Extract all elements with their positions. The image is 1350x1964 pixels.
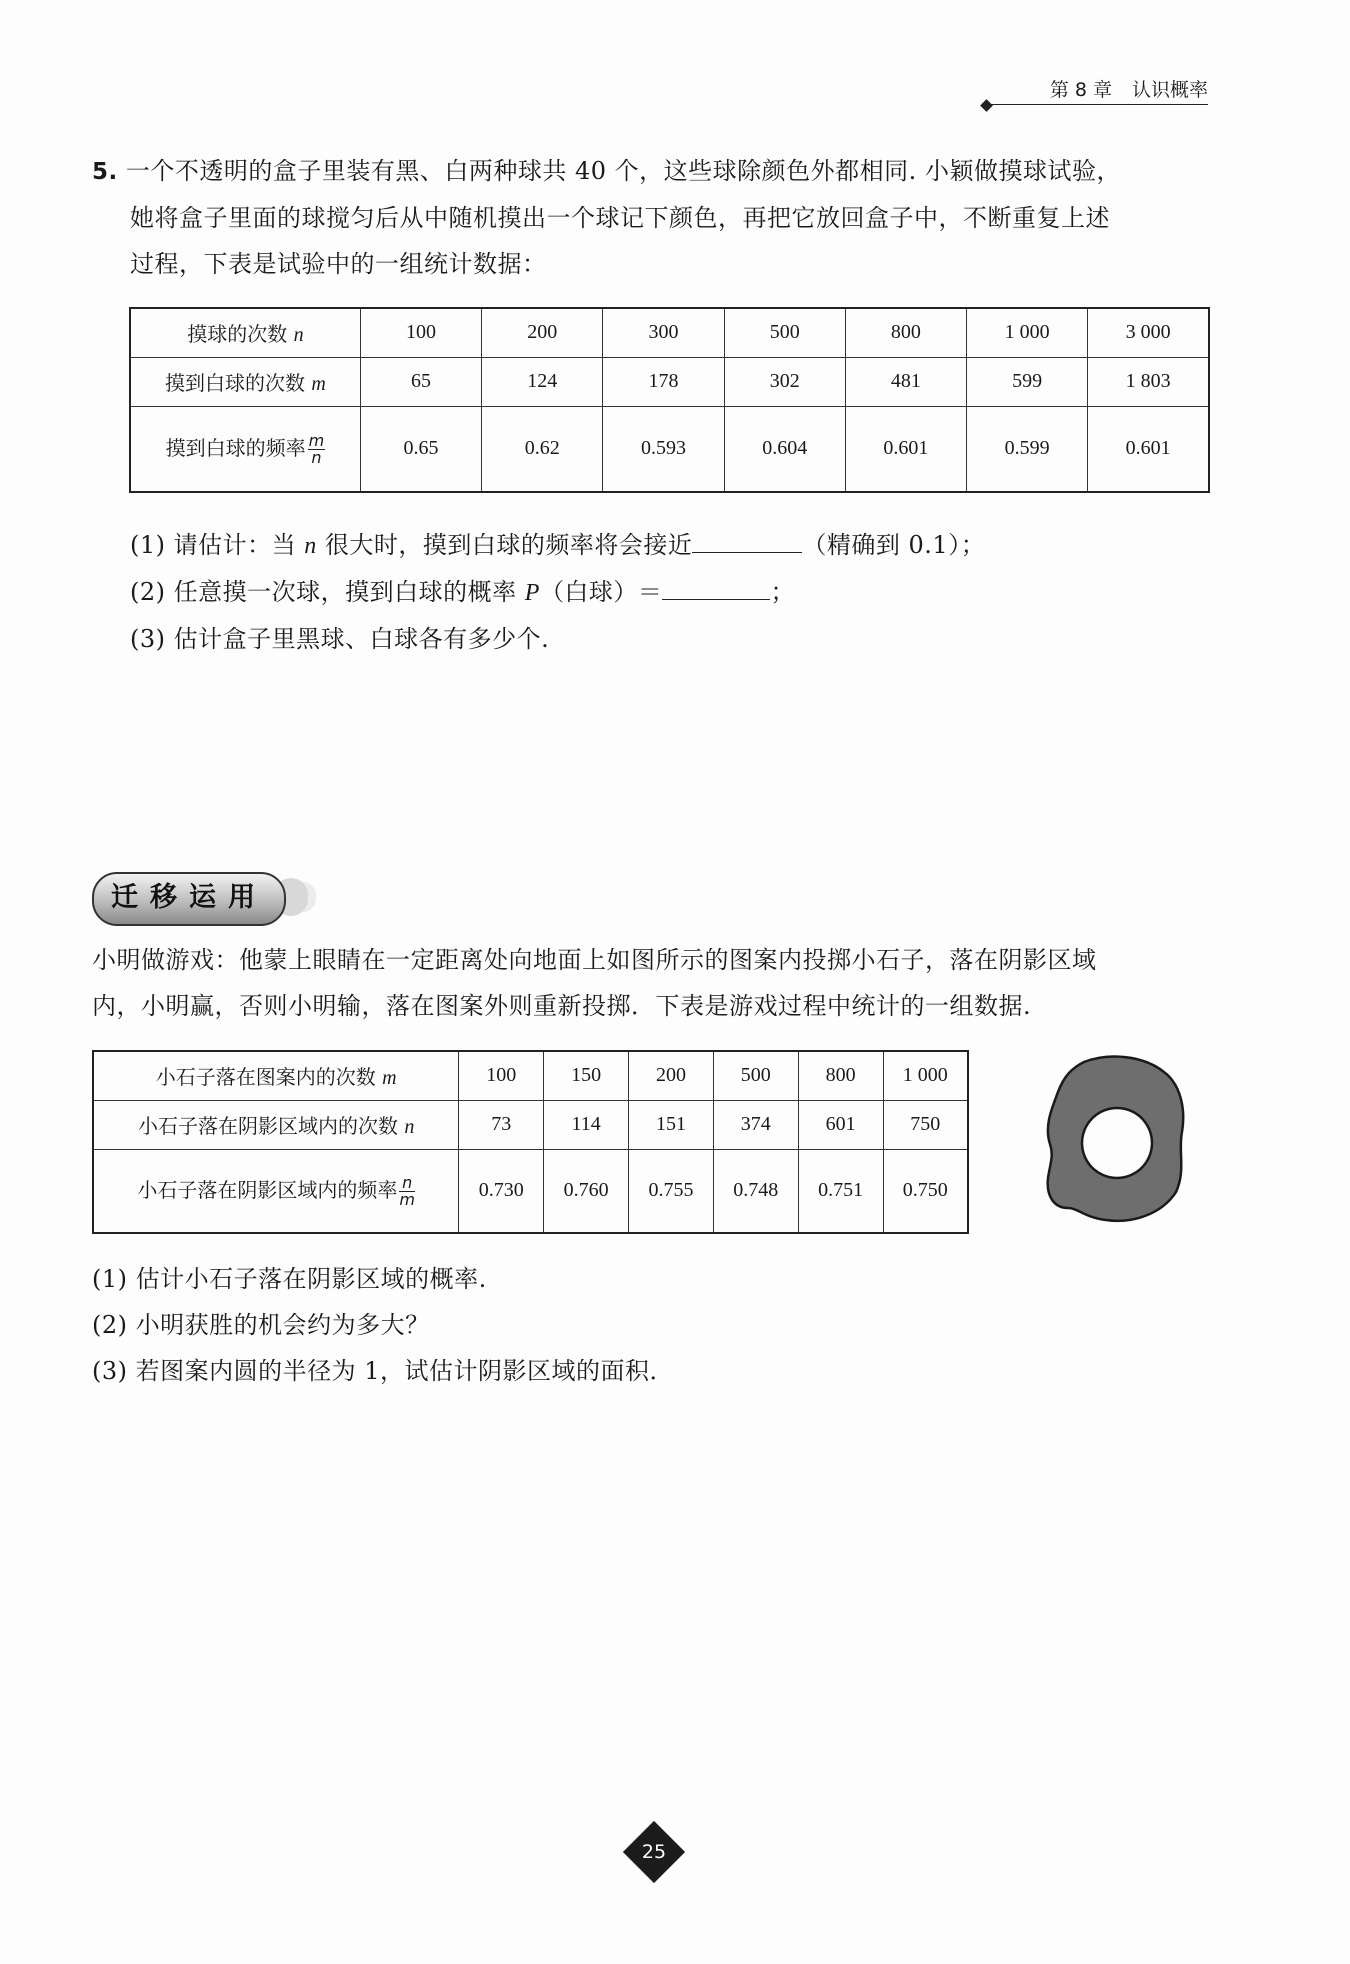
table-cell: 3 000 [1088, 308, 1209, 357]
table-cell: 374 [713, 1100, 798, 1149]
table-cell: 601 [798, 1100, 883, 1149]
table-cell: 100 [360, 308, 481, 357]
section-badge [92, 872, 308, 922]
q5-line-3: 过程，下表是试验中的一组统计数据： [130, 250, 547, 278]
table-cell: 0.601 [1088, 406, 1209, 492]
table-cell: 500 [713, 1051, 798, 1100]
table-cell: 1 000 [883, 1051, 968, 1100]
table-cell: 0.601 [845, 406, 966, 492]
table-cell: 1 000 [967, 308, 1088, 357]
q6-sub-1: (1) 估计小石子落在阴影区域的概率. [92, 1265, 487, 1293]
table-cell: 73 [459, 1100, 544, 1149]
table-cell: 124 [482, 357, 603, 406]
shaded-region-figure [1040, 1048, 1192, 1228]
row-header: 摸到白球的频率 $\frac{m}{n}$ [130, 406, 360, 492]
q5-subquestions [130, 522, 1230, 662]
table-cell: 481 [845, 357, 966, 406]
table-cell: 0.760 [544, 1149, 629, 1233]
q5-sub-3: (3) 估计盒子里黑球、白球各有多少个. [130, 625, 550, 653]
chapter-header [990, 76, 1208, 105]
table-cell: 178 [603, 357, 724, 406]
row-header: 小石子落在阴影区域内的次数 n [93, 1100, 459, 1149]
page-number: 25 [641, 1841, 667, 1863]
table-cell: 200 [482, 308, 603, 357]
q6-sub-2: (2) 小明获胜的机会约为多大？ [92, 1311, 430, 1339]
table-cell: 0.750 [883, 1149, 968, 1233]
table-cell: 0.748 [713, 1149, 798, 1233]
q5-sub-2: (2) 任意摸一次球，摸到白球的概率 P（白球）＝ ； [130, 569, 1230, 616]
q6-line-2: 内，小明赢，否则小明输，落在图案外则重新投掷．下表是游戏过程中统计的一组数据. [92, 992, 1032, 1020]
q5-sub-1: (1) 请估计：当 n 很大时，摸到白球的频率将会接近 （精确到 0.1）； [130, 522, 1230, 569]
row-header: 摸到白球的次数 m [130, 357, 360, 406]
table-cell: 0.593 [603, 406, 724, 492]
q6-sub-3: (3) 若图案内圆的半径为 1，试估计阴影区域的面积． [92, 1357, 675, 1385]
row-header: 摸球的次数 n [130, 308, 360, 357]
table-cell: 0.751 [798, 1149, 883, 1233]
q6-data-table [92, 1050, 969, 1234]
question-5 [92, 148, 1222, 287]
fraction: $\frac{n}{m}$ [399, 1172, 415, 1209]
table-cell: 750 [883, 1100, 968, 1149]
table-cell: 0.604 [724, 406, 845, 492]
table-cell: 100 [459, 1051, 544, 1100]
table-row [93, 1149, 968, 1233]
question-number: 5. [92, 159, 118, 185]
table-cell: 0.755 [629, 1149, 714, 1233]
table-cell: 200 [629, 1051, 714, 1100]
question-6 [92, 937, 1232, 1029]
table-cell: 0.730 [459, 1149, 544, 1233]
table-cell: 114 [544, 1100, 629, 1149]
q6-line-1: 小明做游戏：他蒙上眼睛在一定距离处向地面上如图所示的图案内投掷小石子，落在阴影区域 [92, 946, 1097, 974]
table-cell: 300 [603, 308, 724, 357]
table-cell: 599 [967, 357, 1088, 406]
chapter-number: 第 8 章 [1049, 79, 1112, 101]
table-row [93, 1051, 968, 1100]
row-header: 小石子落在图案内的次数 m [93, 1051, 459, 1100]
diamond-icon [980, 99, 993, 112]
q5-data-table [129, 307, 1210, 493]
chapter-title: 认识概率 [1131, 79, 1208, 101]
q5-line-2: 她将盒子里面的球搅匀后从中随机摸出一个球记下颜色，再把它放回盒子中，不断重复上述 [130, 204, 1110, 232]
table-cell: 0.599 [967, 406, 1088, 492]
q5-line-1: 5. 一个不透明的盒子里装有黑、白两种球共 40 个，这些球除颜色外都相同. 小颖做摸球试验， [92, 157, 1121, 185]
table-cell: 0.62 [482, 406, 603, 492]
row-header: 小石子落在阴影区域内的频率 $\frac{n}{m}$ [93, 1149, 459, 1233]
answer-blank[interactable] [692, 524, 802, 553]
table-row [130, 406, 1209, 492]
table-cell: 500 [724, 308, 845, 357]
table-cell: 302 [724, 357, 845, 406]
q6-subquestions [92, 1256, 1192, 1394]
answer-blank[interactable] [662, 571, 770, 600]
table-cell: 150 [544, 1051, 629, 1100]
table-row [130, 308, 1209, 357]
table-cell: 65 [360, 357, 481, 406]
section-title: 迁移运用 [92, 872, 286, 926]
table-cell: 1 803 [1088, 357, 1209, 406]
table-row [130, 357, 1209, 406]
table-cell: 151 [629, 1100, 714, 1149]
table-cell: 800 [798, 1051, 883, 1100]
table-cell: 800 [845, 308, 966, 357]
table-row [93, 1100, 968, 1149]
fraction: $\frac{m}{n}$ [308, 430, 325, 467]
table-cell: 0.65 [360, 406, 481, 492]
